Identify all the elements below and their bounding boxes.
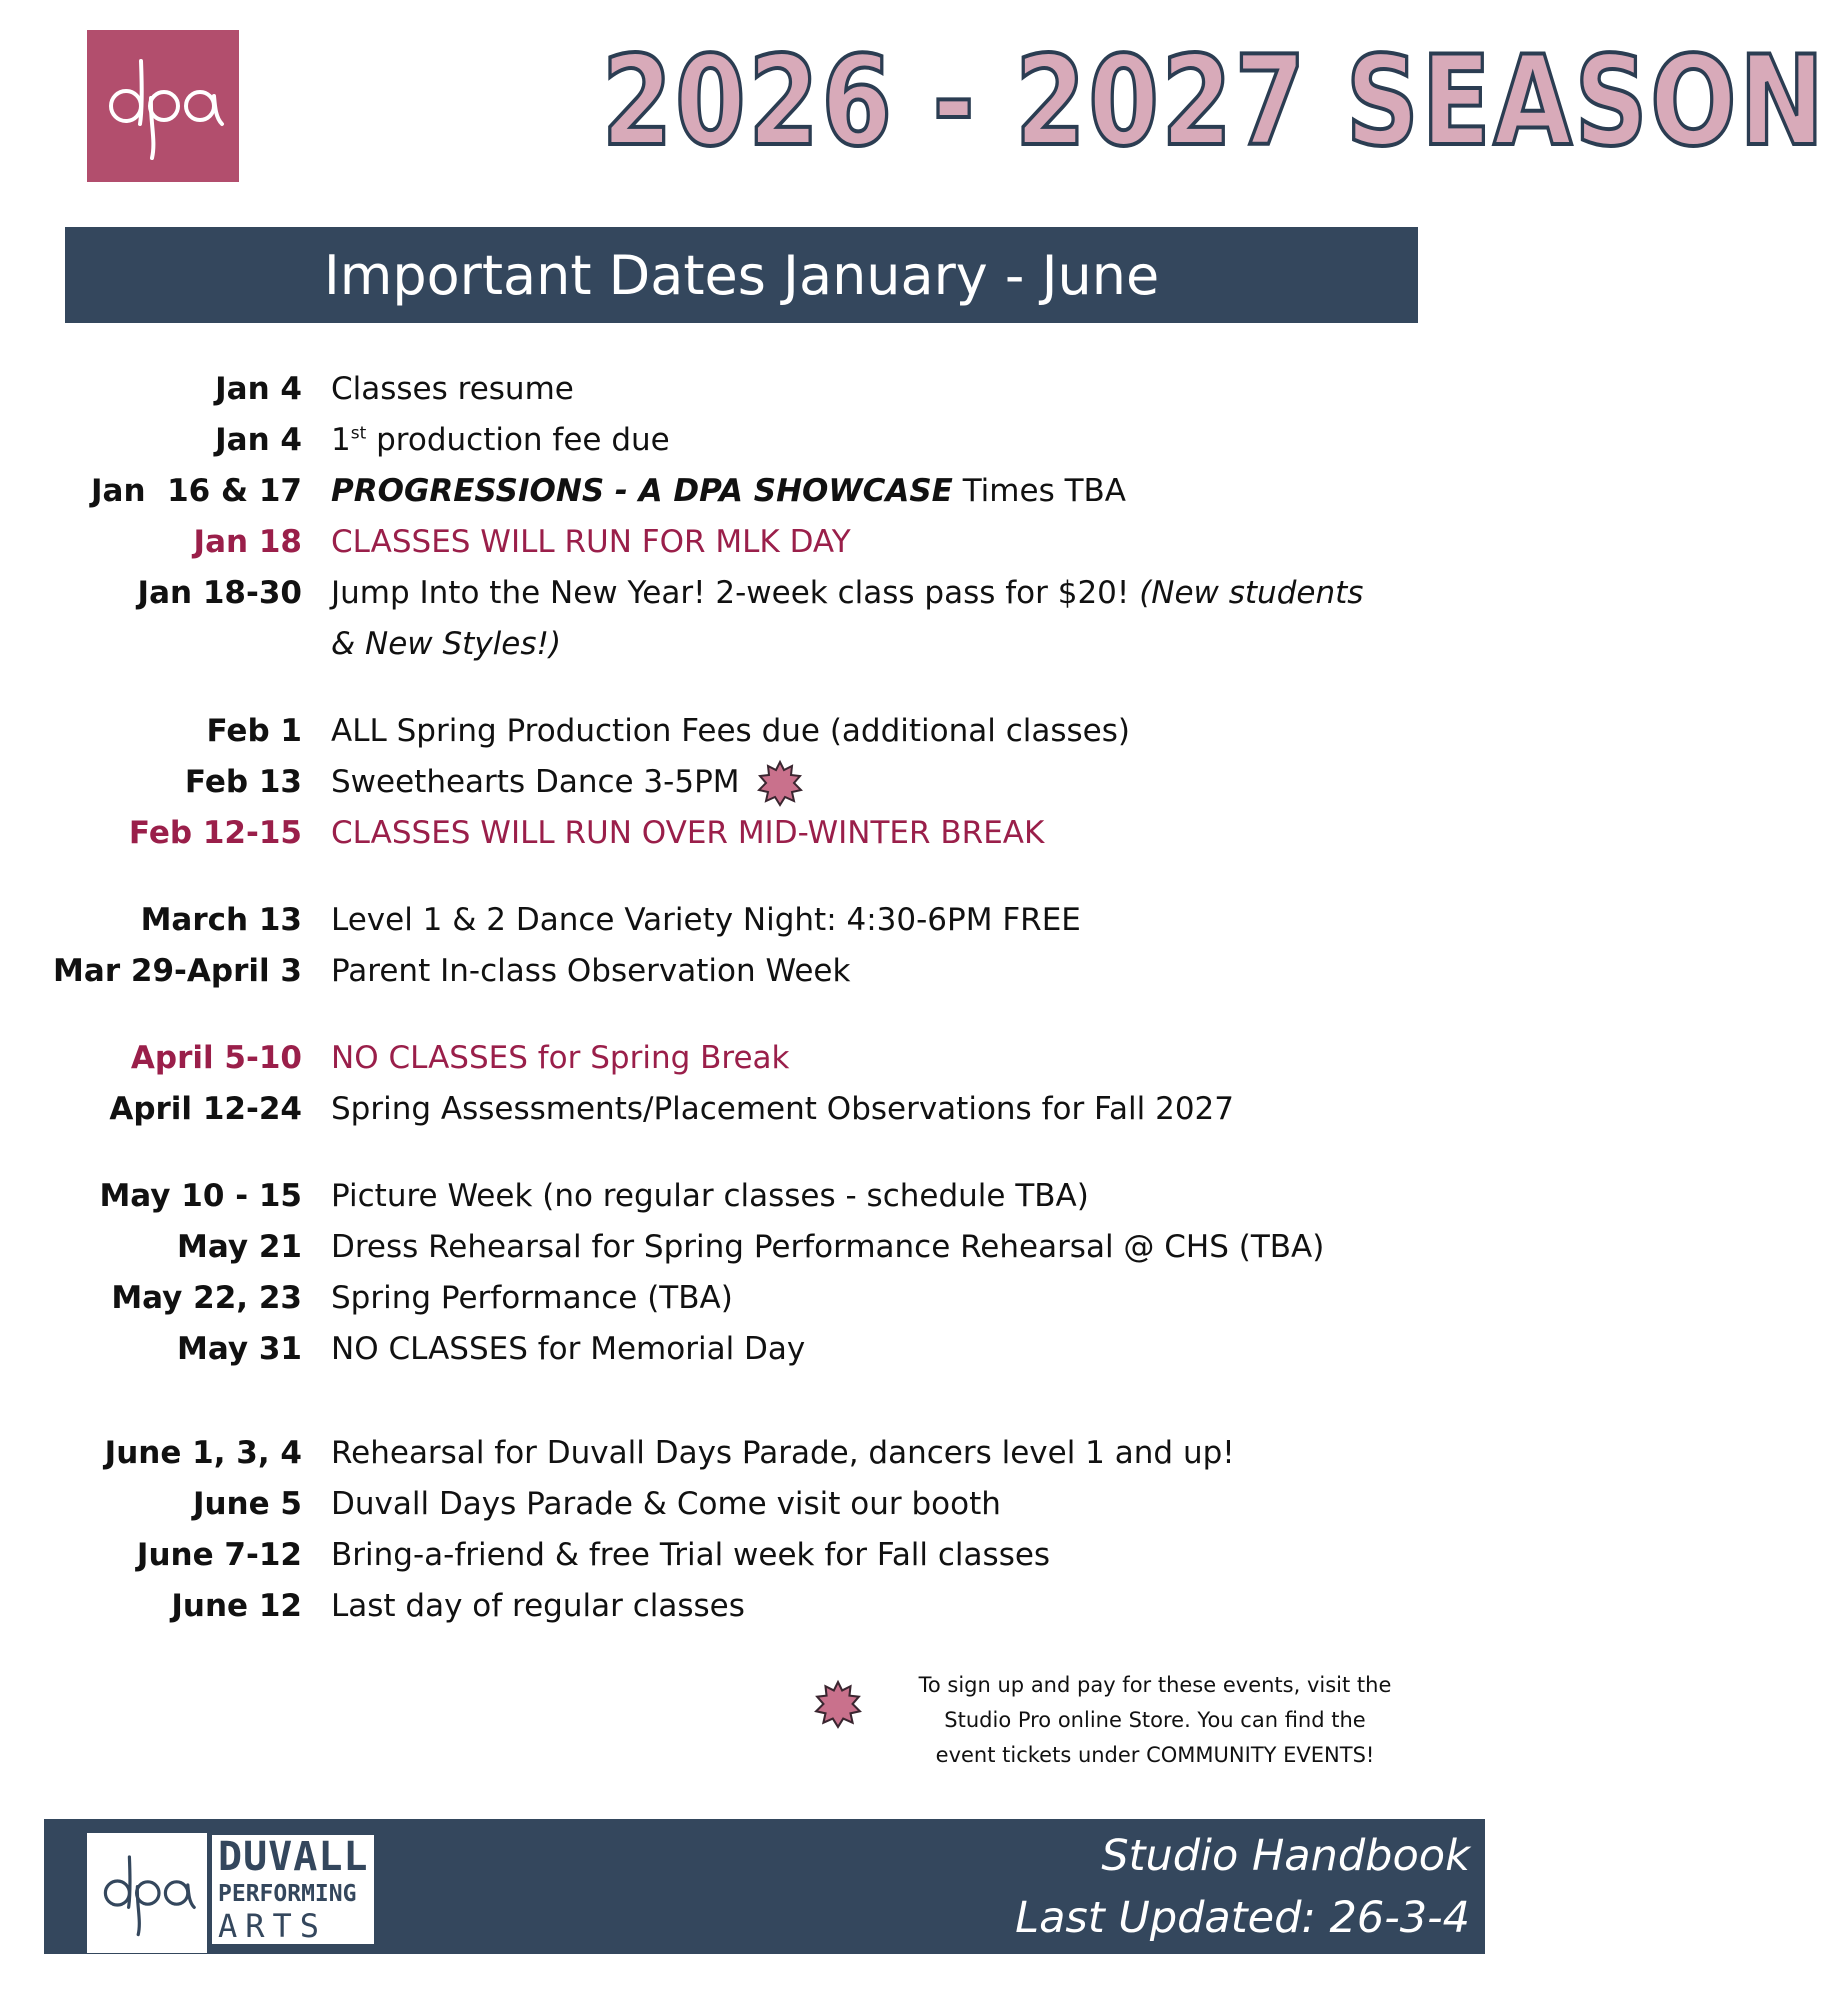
event-description: Level 1 & 2 Dance Variety Night: 4:30-6PM FREE [331,902,1081,938]
event-date: May 22, 23 [111,1280,302,1316]
event-description [331,415,670,466]
event-description-rest: production fee due [366,422,670,458]
signup-note [885,1668,1425,1773]
schedule-row [0,466,1545,517]
event-date: Jan 16 & 17 [90,473,302,509]
event-date: Feb 13 [184,764,302,800]
schedule-row [0,706,1545,757]
showcase-title: PROGRESSIONS - A DPA SHOWCASE [331,473,953,509]
event-description: Duvall Days Parade & Come visit our booth [331,1486,1001,1522]
event-description: CLASSES WILL RUN FOR MLK DAY [331,524,851,560]
pink-burst-icon [813,1680,863,1730]
event-description [331,568,1363,619]
event-description [331,466,1126,517]
schedule-row [0,757,1545,808]
brand-line: ARTS [218,1907,328,1945]
event-date: Mar 29-April 3 [53,953,302,989]
note-line: Studio Pro online Store. You can find the [944,1708,1366,1732]
schedule-row-highlight [0,1033,1545,1084]
event-date: June 1, 3, 4 [104,1435,302,1471]
footer-text [1015,1825,1470,1949]
event-description-italic: (New students [1139,575,1364,611]
event-description: Spring Assessments/Placement Observations for Fall 2027 [331,1091,1234,1127]
note-line: event tickets under COMMUNITY EVENTS! [935,1743,1375,1767]
pink-burst-icon [756,760,804,808]
dpa-logo [87,30,239,182]
handbook-label: Studio Handbook [1101,1831,1470,1881]
event-date: Feb 1 [206,713,302,749]
event-date: Jan 4 [215,422,302,458]
event-description: Parent In-class Observation Week [331,953,851,989]
event-description-main: Jump Into the New Year! 2-week class pass for $20! [331,575,1140,611]
schedule-row [0,946,1545,997]
event-description-main: Sweethearts Dance 3-5PM [331,764,740,800]
event-date: Jan 18 [193,524,302,560]
brand-line: PERFORMING [218,1881,357,1907]
event-date: May 21 [177,1229,302,1265]
event-date: May 31 [177,1331,302,1367]
event-description [331,757,804,808]
event-date: June 7-12 [136,1537,302,1573]
event-date: April 5-10 [130,1040,302,1076]
schedule-row [0,1273,1545,1324]
event-description: Spring Performance (TBA) [331,1280,733,1316]
dpa-logo-icon [95,1845,199,1941]
schedule-row [0,895,1545,946]
event-date: June 12 [171,1588,302,1624]
schedule-row [0,364,1545,415]
dpa-logo-icon [98,46,228,166]
event-date: June 5 [192,1486,302,1522]
section-header-band [65,227,1418,323]
event-date: Jan 18-30 [137,575,302,611]
season-title: 2026 - 2027 SEASON [601,30,1827,174]
event-date: Feb 12-15 [128,815,302,851]
schedule-row [0,1084,1545,1135]
ordinal-suffix: st [350,423,367,444]
footer-brand-name [212,1835,374,1944]
schedule-row [0,415,1545,466]
schedule-row [0,1428,1545,1479]
schedule-row [0,1324,1545,1375]
event-description: Rehearsal for Duvall Days Parade, dancers level 1 and up! [331,1435,1235,1471]
schedule-row [0,1479,1545,1530]
footer-band [44,1819,1485,1954]
schedule-row-highlight [0,808,1545,859]
last-updated-label: Last Updated: 26-3-4 [1015,1893,1470,1943]
event-date: May 10 - 15 [99,1178,302,1214]
event-description: NO CLASSES for Spring Break [331,1040,790,1076]
event-date: March 13 [140,902,302,938]
event-description-rest: Times TBA [952,473,1126,509]
schedule-row [0,1581,1545,1632]
event-description: NO CLASSES for Memorial Day [331,1331,806,1367]
brand-line: DUVALL [218,1834,369,1880]
schedule-row-continuation [0,619,1545,670]
section-title: Important Dates January - June [323,243,1160,307]
schedule-row [0,1171,1545,1222]
event-description: Dress Rehearsal for Spring Performance Rehearsal @ CHS (TBA) [331,1229,1325,1265]
event-date: April 12-24 [109,1091,302,1127]
footer-dpa-logo [87,1833,207,1953]
event-description: ALL Spring Production Fees due (additional classes) [331,713,1130,749]
event-description: Last day of regular classes [331,1588,745,1624]
ordinal-number: 1 [331,422,351,458]
schedule-row-highlight [0,517,1545,568]
event-description: Bring-a-friend & free Trial week for Fall classes [331,1537,1051,1573]
note-line: To sign up and pay for these events, visit the [918,1673,1392,1697]
event-description: Picture Week (no regular classes - schedule TBA) [331,1178,1089,1214]
event-description: CLASSES WILL RUN OVER MID-WINTER BREAK [331,815,1045,851]
event-description-continued: & New Styles!) [331,626,562,662]
event-date: Jan 4 [215,371,302,407]
event-description: Classes resume [331,371,574,407]
schedule-row [0,1530,1545,1581]
schedule-row [0,1222,1545,1273]
schedule-row [0,568,1545,619]
